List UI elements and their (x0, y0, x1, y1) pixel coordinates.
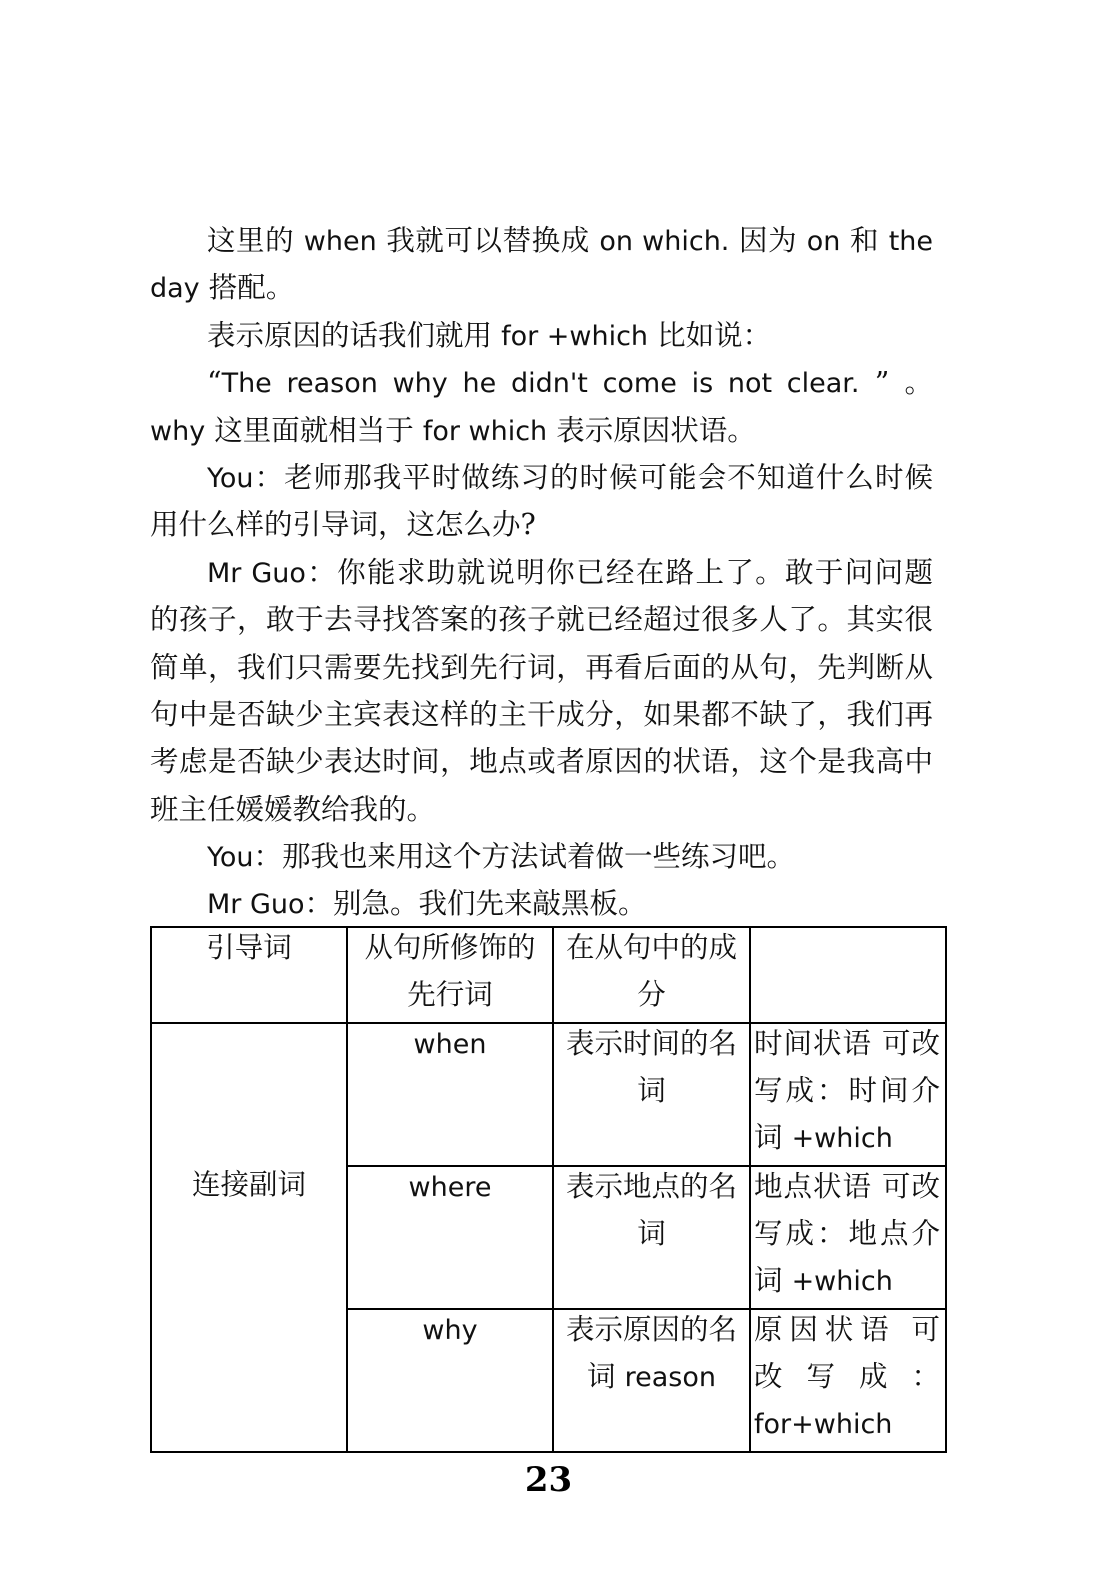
cell-content (348, 1163, 552, 1210)
english-term: for which (422, 415, 548, 447)
paragraph (150, 454, 933, 549)
text-line: “The reason why he didn't come is not clear. ” 。 (207, 366, 933, 400)
cell-line: 写成：时间介 (754, 1074, 940, 1107)
cell-line: 词 +which (754, 1121, 893, 1154)
relative-adverb-table (150, 926, 947, 1453)
cell-line: 从句所修饰的 (364, 931, 536, 964)
english-term: when (413, 1029, 487, 1060)
connective-word (358, 1306, 542, 1353)
cell-content (348, 1020, 552, 1067)
text-line: 考虑是否缺少表达时间，地点或者原因的状语，这个是我高中 (150, 745, 933, 779)
page-number: 23 (524, 1460, 573, 1500)
table-cell (347, 927, 553, 1023)
paragraph (150, 833, 933, 880)
cell-line: 词 (637, 1074, 666, 1107)
english-term: for +which (501, 320, 649, 352)
text-line: 用什么样的引导词，这怎么办? (150, 508, 536, 542)
cell-line: 表示时间的名 (565, 1027, 737, 1060)
table-cell (750, 1023, 946, 1166)
group-cell (151, 1023, 347, 1452)
table-cell (347, 1166, 553, 1309)
text-line: 句中是否缺少主宾表这样的主干成分，如果都不缺了，我们再 (150, 697, 933, 731)
table-cell (347, 1023, 553, 1166)
cell-line: 改写成： (754, 1360, 940, 1393)
cell-line: 表示地点的名 (565, 1170, 737, 1203)
table-cell (750, 1309, 946, 1452)
text-line: Mr Guo：别急。我们先来敲黑板。 (207, 887, 647, 921)
cell-content (554, 1020, 749, 1114)
body-text (150, 217, 933, 928)
english-term: on which. (599, 226, 730, 257)
english-term: for+which (754, 1409, 893, 1440)
text-line: 表示原因的话我们就用 for +which 比如说： (207, 318, 772, 352)
table-cell (750, 1166, 946, 1309)
connective-word (358, 1163, 542, 1210)
english-term: The reason why he didn't come is not clear. (221, 368, 860, 400)
paragraph (150, 549, 933, 833)
english-term: day (150, 273, 200, 305)
text-line: You：那我也来用这个方法试着做一些练习吧。 (207, 840, 796, 874)
cell-line: 引导词 (206, 931, 292, 964)
cell-content (751, 1020, 945, 1161)
english-term: Mr Guo (207, 889, 305, 921)
cell-line: 原因状语 可 (754, 1313, 940, 1346)
cell-content (554, 924, 749, 1018)
cell-line: 表示原因的名 (565, 1313, 737, 1346)
table-cell (553, 927, 750, 1023)
english-term: +which (791, 1123, 893, 1154)
group-label: 连接副词 (191, 1168, 306, 1201)
cell-line: 写成：地点介 (754, 1217, 940, 1250)
cell-line: 时间状语 可改 (754, 1027, 940, 1060)
table-cell (553, 1023, 750, 1166)
cell-line: 分 (637, 978, 666, 1011)
paragraph (150, 217, 933, 312)
table-cell (347, 1309, 553, 1452)
english-term: where (408, 1172, 492, 1203)
paragraph (150, 880, 933, 927)
english-term: why (422, 1315, 478, 1346)
english-term: +which (791, 1266, 893, 1297)
english-term: on (806, 226, 841, 257)
table-cell (553, 1166, 750, 1309)
paragraph (150, 312, 933, 359)
cell-line: 词 reason (587, 1360, 716, 1393)
paragraph (150, 359, 933, 454)
english-term: You (207, 462, 254, 494)
cell-line: 先行词 (407, 978, 493, 1011)
cell-content (348, 924, 552, 1018)
text-line: You：老师那我平时做练习的时候可能会不知道什么时候 (207, 460, 933, 494)
text-line: Mr Guo：你能求助就说明你已经在路上了。敢于问问题 (207, 555, 933, 589)
cell-line (754, 1400, 940, 1447)
text-line: 的孩子，敢于去寻找答案的孩子就已经超过很多人了。其实很 (150, 603, 933, 637)
text-line: 简单，我们只需要先找到先行词，再看后面的从句，先判断从 (150, 650, 933, 684)
cell-line: 地点状语 可改 (754, 1170, 940, 1203)
cell-content (554, 1163, 749, 1257)
english-term: You (207, 842, 254, 874)
cell-line: 词 (637, 1217, 666, 1250)
table-header-row (151, 927, 946, 1023)
cell-content (751, 1306, 945, 1447)
table-cell (151, 927, 347, 1023)
table-cell (750, 927, 946, 1023)
text-line: day 搭配。 (150, 271, 295, 305)
cell-line: 在从句中的成 (565, 931, 737, 964)
cell-content (751, 1163, 945, 1304)
cell-content (554, 1306, 749, 1400)
table-row (151, 1023, 946, 1166)
cell-content (152, 924, 346, 971)
text-line: 这里的 when 我就可以替换成 on which. 因为 on 和 the (207, 224, 933, 257)
english-term: reason (624, 1362, 716, 1393)
english-term: Mr Guo (207, 557, 306, 589)
text-line: 班主任媛媛教给我的。 (150, 792, 436, 826)
cell-line: 词 +which (754, 1264, 893, 1297)
english-term: why (150, 415, 206, 447)
cell-content (348, 1306, 552, 1353)
english-term: the (888, 226, 933, 257)
table-cell (553, 1309, 750, 1452)
english-term: when (303, 226, 377, 257)
connective-word (358, 1020, 542, 1067)
text-line: why 这里面就相当于 for which 表示原因状语。 (150, 413, 756, 447)
